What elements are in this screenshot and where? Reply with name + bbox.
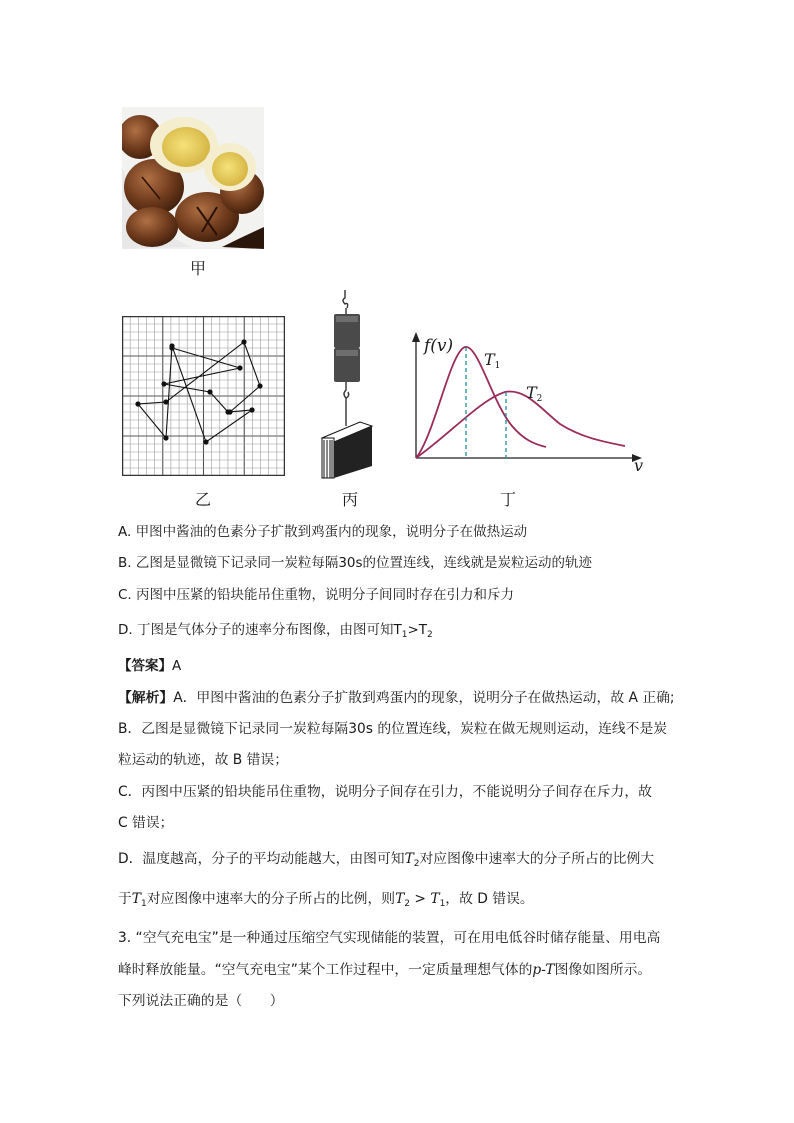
egg-photo	[122, 107, 264, 249]
option-a: A. 甲图中酱油的色素分子扩散到鸡蛋内的现象，说明分子在做热运动	[118, 524, 528, 540]
lead-blocks-figure	[318, 290, 374, 482]
answer: 【答案】A	[118, 658, 182, 674]
curve2-label: $T_2$	[526, 383, 543, 404]
question3-line-3: 下列说法正确的是（ ）	[118, 993, 284, 1009]
figure-label-jia: 甲	[189, 259, 206, 278]
curve1-label: $T_1$	[484, 350, 501, 371]
x-axis-label: v	[634, 456, 644, 475]
curve-t2	[416, 391, 625, 458]
figure-label-yi: 乙	[194, 490, 211, 509]
option-c: C. 丙图中压紧的铅块能吊住重物，说明分子间同时存在引力和斥力	[118, 587, 515, 603]
y-axis-label: f(v)	[424, 336, 454, 356]
question3-line-2: 峰时释放能量。“空气充电宝”某个工作过程中，一定质量理想气体的p-T图像如图所示。	[118, 962, 652, 978]
question3-line-1: 3. “空气充电宝”是一种通过压缩空气实现储能的装置，可在用电低谷时储存能量、用电高	[118, 930, 661, 946]
analysis-line-3: 粒运动的轨迹，故 B 错误；	[118, 752, 289, 768]
figure-label-bing: 丙	[341, 490, 358, 509]
option-d: D. 丁图是气体分子的速率分布图像，由图可知$T_1>T_2$	[118, 622, 433, 640]
analysis-line-6: D．温度越高，分子的平均动能越大，由图可知$T_2$对应图像中速率大的分子所占的比例大	[118, 851, 655, 869]
brownian-grid-figure	[122, 316, 285, 476]
option-b: B. 乙图是显微镜下记录同一炭粒每隔30s的位置连线，连线就是炭粒运动的轨迹	[118, 555, 593, 571]
analysis-line-1: 【解析】A．甲图中酱油的色素分子扩散到鸡蛋内的现象，说明分子在做热运动，故 A 正确;	[118, 690, 675, 706]
analysis-line-4: C．丙图中压紧的铅块能吊住重物，说明分子间存在引力，不能说明分子间存在斥力，故	[118, 784, 652, 800]
figure-label-ding: 丁	[499, 490, 516, 509]
analysis-line-7: 于$T_1$对应图像中速率大的分子所占的比例，则$T_2 > T_1$，故 D 错误。	[118, 891, 534, 909]
analysis-line-2: B．乙图是显微镜下记录同一炭粒每隔30s 的位置连线，炭粒在做无规则运动，连线不是炭	[118, 721, 668, 737]
analysis-line-5: C 错误；	[118, 815, 174, 831]
